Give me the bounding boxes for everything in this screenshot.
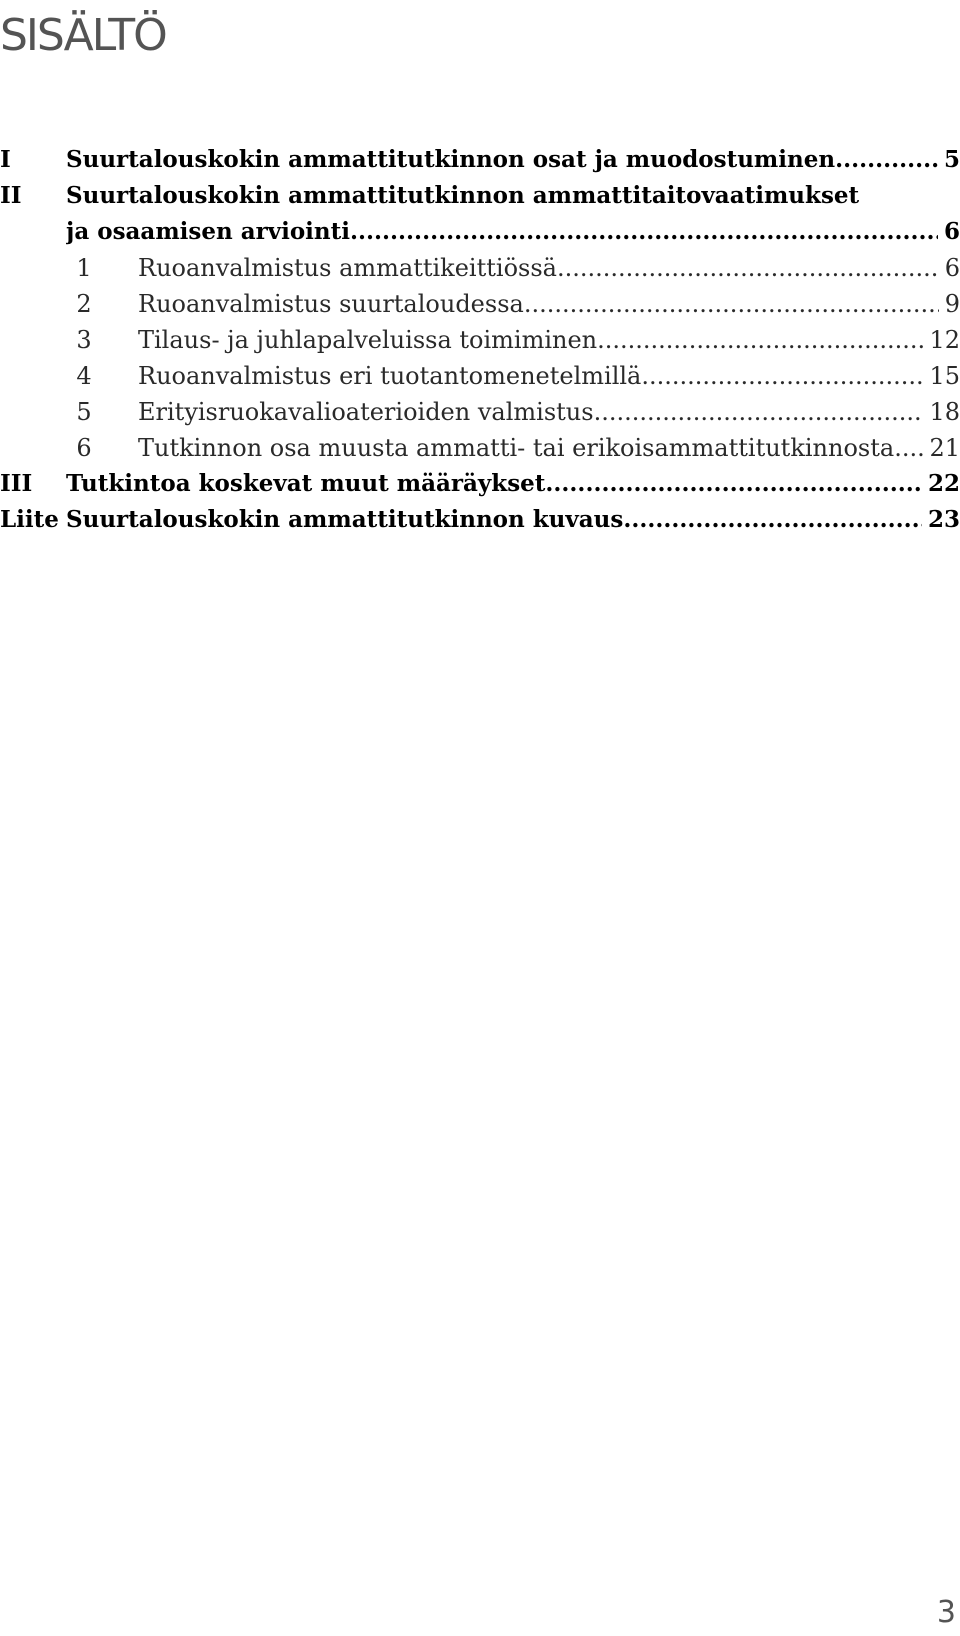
- toc-subentry-title: Ruoanvalmistus ammattikeittiössä: [138, 254, 557, 282]
- toc-subentry-page: 21: [929, 434, 960, 462]
- toc-entry-title: Suurtalouskokin ammattitutkinnon osat ja muodostuminen: [66, 146, 836, 173]
- dot-leader: [350, 214, 938, 250]
- toc-subentry-page: 18: [929, 398, 960, 426]
- toc-entry-number: II: [0, 182, 22, 209]
- toc-subentry-number: 4: [76, 362, 92, 390]
- toc-subentry-number: 6: [76, 434, 92, 462]
- toc-subentry-title: Erityisruokavalioaterioiden valmistus: [138, 398, 594, 426]
- toc-appendix-label: Liite: [0, 506, 59, 533]
- dot-leader: [524, 286, 939, 322]
- toc-subentry-title: Ruoanvalmistus suurtaloudessa: [138, 290, 524, 318]
- table-of-contents: [0, 142, 960, 538]
- toc-entry-title-line2: ja osaamisen arviointi: [66, 218, 350, 245]
- toc-subentry-4[interactable]: [0, 358, 960, 394]
- toc-entry-I[interactable]: [0, 142, 960, 178]
- toc-subentry-number: 5: [76, 398, 92, 426]
- toc-subentry-number: 1: [76, 254, 92, 282]
- dot-leader: [894, 430, 923, 466]
- toc-entry-III[interactable]: [0, 466, 960, 502]
- page-title: SISÄLTÖ: [0, 10, 166, 61]
- toc-subentry-number: 2: [76, 290, 92, 318]
- dot-leader: [557, 250, 939, 286]
- toc-entry-II-continued[interactable]: [0, 214, 960, 250]
- toc-subentry-3[interactable]: [0, 322, 960, 358]
- toc-subentry-page: 12: [929, 326, 960, 354]
- toc-entry-title: Suurtalouskokin ammattitutkinnon kuvaus: [66, 506, 624, 533]
- toc-entry-page: 22: [927, 470, 960, 497]
- toc-entry-page: 5: [943, 146, 960, 173]
- toc-subentry-title: Ruoanvalmistus eri tuotantomenetelmillä: [138, 362, 642, 390]
- toc-subentry-page: 9: [944, 290, 960, 318]
- dot-leader: [594, 394, 924, 430]
- toc-subentry-1[interactable]: [0, 250, 960, 286]
- toc-subentry-number: 3: [76, 326, 92, 354]
- toc-entry-page: 6: [943, 218, 960, 245]
- dot-leader: [545, 466, 922, 502]
- dot-leader: [597, 322, 923, 358]
- toc-subentry-page: 6: [944, 254, 960, 282]
- toc-entry-title: Tutkintoa koskevat muut määräykset: [66, 470, 546, 497]
- toc-subentry-page: 15: [929, 362, 960, 390]
- toc-entry-number: III: [0, 470, 33, 497]
- toc-entry-title-line1: Suurtalouskokin ammattitutkinnon ammattitaitovaatimukset: [66, 182, 860, 209]
- dot-leader: [623, 502, 922, 538]
- toc-subentry-title: Tilaus- ja juhlapalveluissa toimiminen: [138, 326, 598, 354]
- toc-subentry-title: Tutkinnon osa muusta ammatti- tai erikoisammattitutkinnosta: [138, 434, 895, 462]
- toc-entry-number: I: [0, 146, 11, 173]
- toc-entry-page: 23: [927, 506, 960, 533]
- page-number: 3: [936, 1595, 956, 1630]
- toc-subentry-5[interactable]: [0, 394, 960, 430]
- toc-entry-appendix[interactable]: [0, 502, 960, 538]
- dot-leader: [641, 358, 923, 394]
- dot-leader: [835, 142, 938, 178]
- toc-entry-II[interactable]: [0, 178, 960, 214]
- toc-subentry-2[interactable]: [0, 286, 960, 322]
- toc-subentry-6[interactable]: [0, 430, 960, 466]
